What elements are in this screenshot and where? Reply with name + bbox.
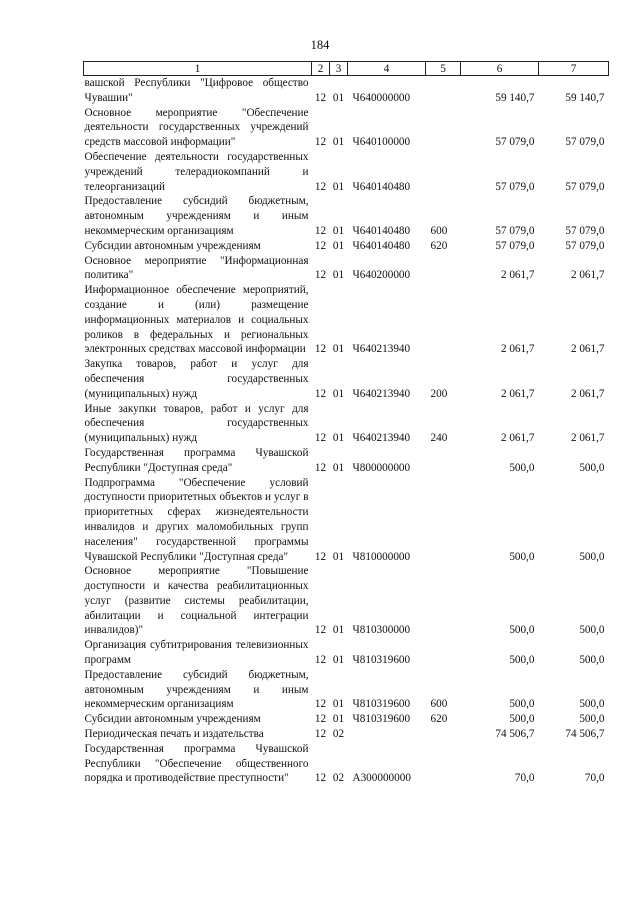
row-name: Предоставление субсидий бюджетным, автономным учреждениям и иным некоммерческим организациям — [84, 195, 309, 237]
table-row — [84, 254, 609, 284]
row-amount-col6: 500,0 — [509, 654, 535, 667]
row-name: Основное мероприятие "Обеспечение деятельности государственных учреждений средств массовой информации" — [84, 106, 309, 149]
row-amount-col6: 500,0 — [509, 713, 535, 726]
row-amount-col7: 59 140,7 — [565, 91, 605, 104]
row-expense-type — [426, 283, 461, 357]
row-target-code: Ч640100000 — [352, 136, 411, 149]
row-subsection: 01 — [332, 624, 345, 637]
row-section: 12 — [314, 224, 327, 237]
table-row — [84, 446, 609, 476]
row-subsection: 01 — [332, 224, 345, 237]
row-target-code: Ч640000000 — [352, 91, 411, 104]
row-name: Закупка товаров, работ и услуг для обеспечения государственных (муниципальных) нужд — [84, 358, 309, 400]
row-name: Предоставление субсидий бюджетным, автономным учреждениям и иным некоммерческим организациям — [84, 668, 309, 711]
row-section: 12 — [314, 698, 327, 711]
row-amount-col6: 74 506,7 — [495, 728, 535, 741]
row-amount-col6: 57 079,0 — [495, 239, 535, 252]
row-amount-col7: 500,0 — [579, 713, 605, 726]
header-col-3: 3 — [330, 62, 348, 76]
row-amount-col7: 57 079,0 — [565, 239, 605, 252]
row-expense-type: 600 — [430, 224, 448, 237]
row-name: Государственная программа Чувашской Республики "Доступная среда" — [84, 446, 309, 474]
row-amount-col7: 2 061,7 — [570, 343, 605, 356]
row-subsection: 01 — [332, 91, 345, 104]
row-expense-type: 200 — [430, 387, 448, 400]
row-name: Информационное обеспечение мероприятий, создание и (или) размещение информационных материалов и социальных роликов в федеральных и региональных электронных средствах массовой информации — [84, 284, 309, 356]
row-subsection: 01 — [332, 698, 345, 711]
row-amount-col6: 57 079,0 — [495, 224, 535, 237]
table-row — [84, 106, 609, 150]
row-amount-col6: 59 140,7 — [495, 91, 535, 104]
row-amount-col6: 500,0 — [509, 550, 535, 563]
row-name: вашской Республики "Цифровое общество Чувашии" — [84, 77, 309, 104]
row-subsection: 01 — [332, 713, 345, 726]
row-subsection: 01 — [332, 136, 345, 149]
header-col-4: 4 — [348, 62, 426, 76]
row-amount-col6: 57 079,0 — [495, 136, 535, 149]
row-amount-col6: 70,0 — [514, 772, 535, 785]
row-target-code — [348, 727, 426, 742]
row-subsection: 01 — [332, 180, 345, 193]
row-section: 12 — [314, 728, 327, 741]
header-col-1: 1 — [84, 62, 312, 76]
row-expense-type — [426, 638, 461, 668]
row-section: 12 — [314, 91, 327, 104]
table-body — [84, 76, 609, 787]
row-amount-col6: 2 061,7 — [500, 269, 535, 282]
row-subsection: 01 — [332, 654, 345, 667]
row-expense-type — [426, 476, 461, 565]
row-section: 12 — [314, 387, 327, 400]
row-amount-col7: 2 061,7 — [570, 387, 605, 400]
budget-table — [83, 61, 609, 786]
row-name: Организация субтитрирования телевизионных программ — [84, 639, 309, 667]
row-target-code: Ч640140480 — [352, 224, 411, 237]
row-name: Основное мероприятие "Информационная политика" — [84, 254, 309, 282]
row-expense-type — [426, 254, 461, 284]
header-col-7: 7 — [539, 62, 609, 76]
row-section: 12 — [314, 180, 327, 193]
table-row — [84, 476, 609, 565]
row-target-code: Ч810319600 — [352, 713, 411, 726]
row-expense-type — [426, 106, 461, 150]
row-target-code: Ч810319600 — [352, 698, 411, 711]
row-amount-col6: 2 061,7 — [500, 387, 535, 400]
row-subsection: 01 — [332, 239, 345, 252]
table-row — [84, 727, 609, 742]
row-expense-type — [426, 742, 461, 786]
row-subsection: 01 — [332, 432, 345, 445]
row-name: Основное мероприятие "Повышение доступности и качества реабилитационных услуг (развитие системы реабилитации, абилитации и социальной интеграции инвалидов)" — [84, 565, 309, 637]
row-name: Субсидии автономным учреждениям — [84, 239, 261, 252]
row-expense-type — [426, 727, 461, 742]
row-name: Периодическая печать и издательства — [84, 728, 264, 741]
table-row — [84, 357, 609, 401]
row-amount-col6: 2 061,7 — [500, 432, 535, 445]
row-amount-col6: 500,0 — [509, 461, 535, 474]
row-target-code: Ч640200000 — [352, 269, 411, 282]
row-target-code: Ч810319600 — [352, 654, 411, 667]
row-amount-col6: 500,0 — [509, 624, 535, 637]
row-amount-col6: 2 061,7 — [500, 343, 535, 356]
row-amount-col7: 500,0 — [579, 624, 605, 637]
row-section: 12 — [314, 550, 327, 563]
row-target-code: Ч640140480 — [352, 239, 411, 252]
table-row — [84, 402, 609, 446]
row-name: Обеспечение деятельности государственных учреждений телерадиокомпаний и телеорганизаций — [84, 150, 309, 193]
row-target-code: Ч810300000 — [352, 624, 411, 637]
row-name: Субсидии автономным учреждениям — [84, 713, 261, 726]
row-amount-col7: 500,0 — [579, 461, 605, 474]
row-subsection: 01 — [332, 550, 345, 563]
row-section: 12 — [314, 239, 327, 252]
row-section: 12 — [314, 654, 327, 667]
row-subsection: 01 — [332, 269, 345, 282]
table-row — [84, 564, 609, 638]
row-target-code: Ч800000000 — [352, 461, 411, 474]
row-section: 12 — [314, 624, 327, 637]
row-section: 12 — [314, 269, 327, 282]
row-subsection: 01 — [332, 387, 345, 400]
row-target-code: Ч640140480 — [352, 180, 411, 193]
row-expense-type — [426, 446, 461, 476]
table-header-row — [84, 62, 609, 76]
row-amount-col7: 2 061,7 — [570, 432, 605, 445]
row-amount-col7: 70,0 — [584, 772, 605, 785]
row-subsection: 01 — [332, 343, 345, 356]
row-section: 12 — [314, 136, 327, 149]
row-subsection: 02 — [332, 728, 345, 741]
row-amount-col7: 57 079,0 — [565, 136, 605, 149]
header-col-2: 2 — [312, 62, 330, 76]
row-amount-col6: 57 079,0 — [495, 180, 535, 193]
row-amount-col7: 57 079,0 — [565, 224, 605, 237]
row-amount-col7: 2 061,7 — [570, 269, 605, 282]
table-row — [84, 668, 609, 712]
row-amount-col7: 500,0 — [579, 698, 605, 711]
row-amount-col7: 500,0 — [579, 550, 605, 563]
table-row — [84, 283, 609, 357]
row-section: 12 — [314, 772, 327, 785]
row-target-code: Ч810000000 — [352, 550, 411, 563]
row-name: Иные закупки товаров, работ и услуг для обеспечения государственных (муниципальных) нужд — [84, 402, 309, 445]
page-number: 184 — [310, 38, 330, 52]
row-section: 12 — [314, 432, 327, 445]
row-amount-col6: 500,0 — [509, 698, 535, 711]
row-name: Государственная программа Чувашской Республики "Обеспечение общественного порядка и противодействие преступности" — [84, 742, 309, 785]
row-amount-col7: 74 506,7 — [565, 728, 605, 741]
table-row — [84, 76, 609, 106]
row-name: Подпрограмма "Обеспечение условий доступности приоритетных объектов и услуг в приоритетных сферах жизнедеятельности инвалидов и других маломобильных групп населения" государственной программы Чувашской Республики "Доступная среда" — [84, 476, 309, 563]
row-expense-type: 620 — [430, 239, 448, 252]
row-section: 12 — [314, 461, 327, 474]
row-target-code: Ч640213940 — [352, 387, 411, 400]
table-row — [84, 239, 609, 254]
row-target-code: Ч640213940 — [352, 343, 411, 356]
header-col-5: 5 — [426, 62, 461, 76]
row-expense-type: 620 — [430, 713, 448, 726]
table-row — [84, 194, 609, 238]
row-expense-type — [426, 564, 461, 638]
row-subsection: 01 — [332, 461, 345, 474]
table-row — [84, 638, 609, 668]
header-col-6: 6 — [461, 62, 539, 76]
row-expense-type — [426, 76, 461, 106]
row-section: 12 — [314, 713, 327, 726]
table-row — [84, 150, 609, 194]
row-target-code: Ч640213940 — [352, 432, 411, 445]
row-expense-type: 240 — [430, 432, 448, 445]
row-amount-col7: 500,0 — [579, 654, 605, 667]
table-row — [84, 712, 609, 727]
row-subsection: 02 — [332, 772, 345, 785]
row-section: 12 — [314, 343, 327, 356]
row-expense-type — [426, 150, 461, 194]
row-amount-col7: 57 079,0 — [565, 180, 605, 193]
table-row — [84, 742, 609, 786]
row-target-code: А300000000 — [352, 772, 411, 785]
row-expense-type: 600 — [430, 698, 448, 711]
